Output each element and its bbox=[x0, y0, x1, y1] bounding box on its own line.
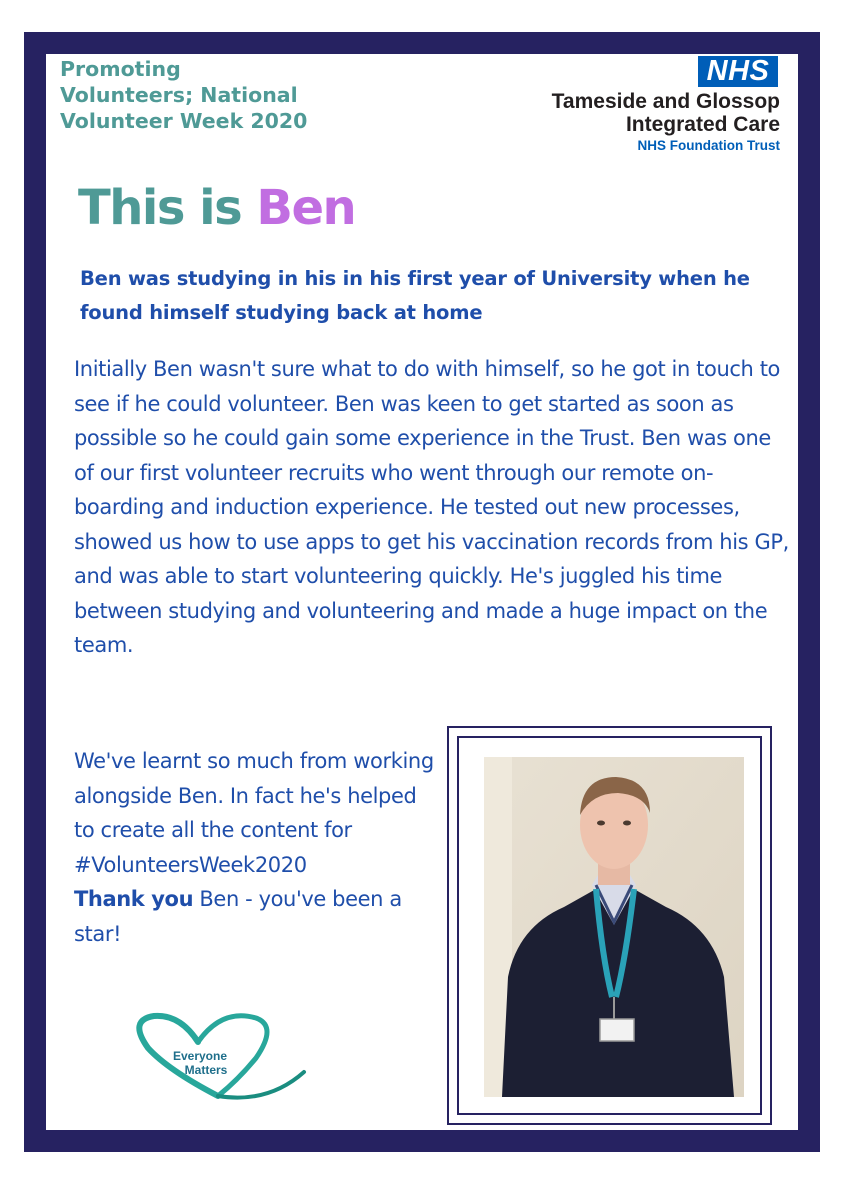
logo-text-line2: Matters bbox=[184, 1063, 228, 1077]
thanks-rest: Ben - you've been a star! bbox=[74, 887, 402, 946]
promo-heading: Promoting Volunteers; National Volunteer Week 2020 bbox=[60, 57, 308, 133]
thanks-bold: Thank you bbox=[74, 887, 194, 911]
thanks-paragraph bbox=[74, 744, 434, 951]
everyone-matters-logo bbox=[128, 1008, 312, 1108]
logo-text-line1: Everyone bbox=[172, 1049, 228, 1063]
title-name: Ben bbox=[256, 180, 356, 236]
org-name-line1: Tameside and Glossop bbox=[551, 90, 780, 113]
title-part1: This is bbox=[78, 180, 257, 236]
org-name-block bbox=[552, 90, 780, 156]
org-name-line2: Integrated Care bbox=[625, 113, 780, 136]
org-name-line3: NHS Foundation Trust bbox=[637, 138, 780, 153]
page-title bbox=[78, 176, 355, 240]
nhs-logo: NHS bbox=[698, 56, 778, 87]
thanks-text: We've learnt so much from working alongside Ben. In fact he's helped to create all the content for #VolunteersWeek2020 bbox=[74, 749, 434, 877]
body-paragraph: Initially Ben wasn't sure what to do with himself, so he got in touch to see if he could volunteer. Ben was keen to get started as soon as possible so he could gain some experience in the Trust. Ben was one of our first volunteer recruits who went through our remote on-boarding and induction experience. He tested out new processes, showed us how to use apps to get his vaccination records from his GP, and was able to start volunteering quickly. He's juggled his time between studying and volunteering and made a huge impact on the team. bbox=[74, 357, 789, 657]
lead-paragraph: Ben was studying in his in his first year of University when he found himself studying back at home bbox=[80, 267, 750, 324]
volunteer-photo bbox=[484, 757, 744, 1097]
